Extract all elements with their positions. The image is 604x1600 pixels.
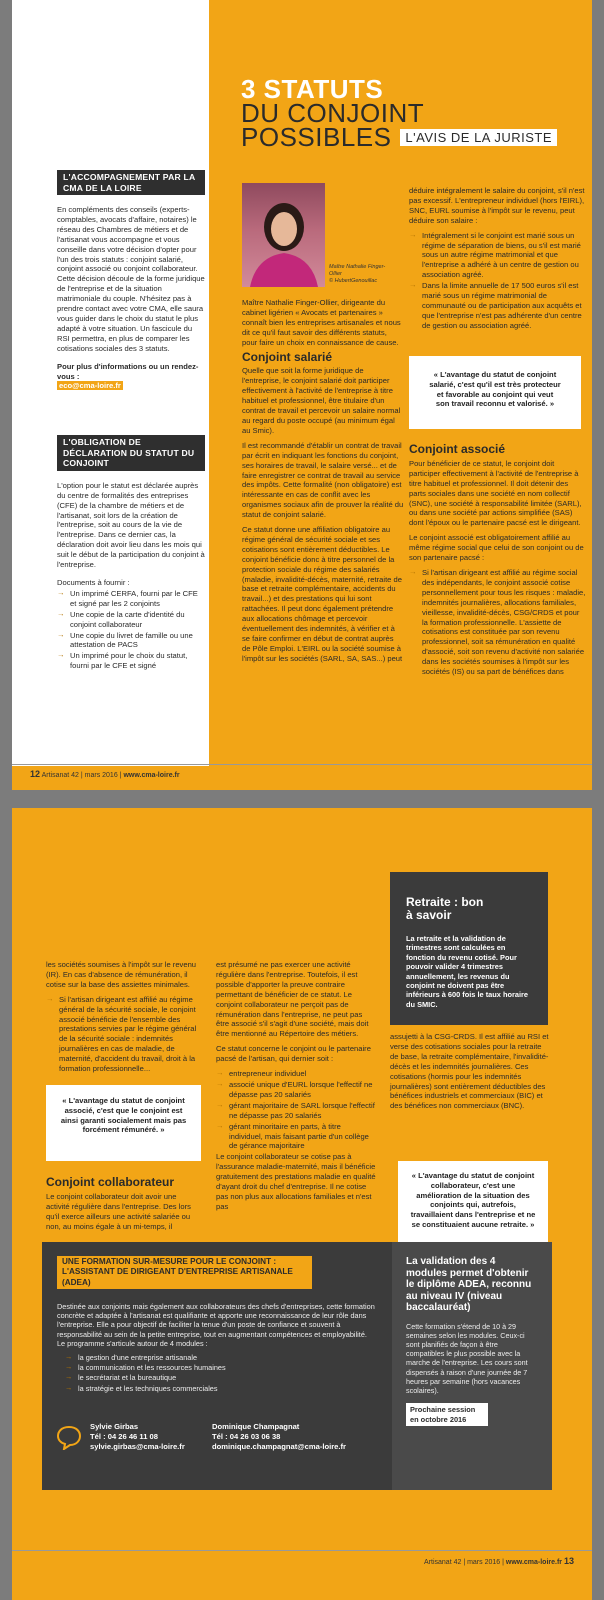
contact2-tel: Tél : 04 26 03 06 38: [212, 1431, 281, 1441]
footer-12: [30, 769, 180, 779]
salarie-paragraph-3: Ce statut donne une affiliation obligatoire au régime général de sécurité sociale et ses cotisations sont entièrement déductibles. Le conjoint bénéficie donc à titre personnel de la protection sociale du régime des salariés (maladie, invalidité-décès, maternité, retraite de base et retraite complémentaire, accidents du travail...) et des prestations qui lui sont rattachées. Il peut donc également prétendre aux allocations chômage et percevoir éventuellement des indemnités, à vérifier et à se faire confirmer en début de contrat auprès de Pôle Emploi. L'EIRL ou la société soumise à l'impôt sur les sociétés (SARL, SA, SAS...) peut: [242, 525, 403, 663]
list-item: → Si l'artisan dirigeant est affilié au régime social des indépendants, le conjoint associé cotise personnellement pour tous les risques : maladie, indemnités journalières, allocations familiales, vieillesse, invalidité-décès, CSG/CRDS et pour la formation professionnelle. L'assiette de cotisations est constituée par son revenu professionnel, soit sa rémunération en qualité d'associé, soit son revenu d'activité non salariée dans les sociétés soumises à l'impôt sur les sociétés (IS) ou sa part de bénéfices dans: [409, 568, 587, 677]
page-13: [12, 808, 592, 1600]
list-item: → Un imprimé pour le choix du statut, fourni par le CFE et signé: [57, 651, 205, 671]
footer-site[interactable]: www.cma-loire.fr: [123, 772, 180, 779]
column-2: [242, 298, 404, 669]
sidebar: [57, 170, 205, 672]
intro-paragraph: Maître Nathalie Finger-Ollier, dirigeante du cabinet ligérien « Avocats et partenaires » connaît bien les entreprises artisanales et nous dit ce qu'il faut savoir des différents statuts, pour faire un choix en connaissance de cause.: [242, 298, 401, 347]
heading-conjoint-salarie: Conjoint salarié: [242, 349, 333, 364]
email-link[interactable]: eco@cma-loire.fr: [59, 381, 121, 391]
p13-col3-paragraph: assujetti à la CSG-CRDS. Il est affilié au RSI et verse des cotisations sociales pour la retraite de base, la retraite complémentaire, l'invalidité-décès et les indemnités journalières. Ces cotisations (hormis pour les indemnités journalières) sont entièrement déductibles des bénéfices industriels et commerciaux (BIC) et des bénéfices non commerciaux (BNC).: [390, 1032, 549, 1111]
list-item: → gérant minoritaire en parts, à titre individuel, mais faisant partie d'un collège de gérance majoritaire: [216, 1122, 376, 1152]
p13-col2-list: [216, 1069, 376, 1151]
page-number: 13: [563, 1556, 574, 1566]
column-3-associe: [409, 442, 587, 678]
list-item: → Une copie de la carte d'identité du conjoint collaborateur: [57, 610, 205, 630]
sidebar-paragraph-2: L'option pour le statut est déclarée auprès du centre de formalités des entreprises (CFE) de la chambre de métiers et de l'artisanat, soit lors de la création de l'entreprise, soit au cours de la vie de l'entreprise. Dans ce dernier cas, la déclaration doit avoir lieu dans les mois qui suit le début de la participation du conjoint à l'entreprise.: [57, 480, 205, 570]
list-item: → la gestion d'une entreprise artisanale: [65, 1353, 375, 1362]
associe-list: [409, 568, 587, 677]
contact2-mail[interactable]: dominique.champagnat@cma-loire.fr: [212, 1441, 346, 1451]
adea-right-title: La validation des 4 modules permet d'obtenir le diplôme ADEA, reconnu au niveau IV (niveau baccalauréat): [406, 1256, 532, 1313]
retraite-box: [390, 872, 548, 1025]
p13-col1-list: [46, 995, 201, 1074]
page-12: [12, 0, 592, 790]
contact1-mail[interactable]: sylvie.girbas@cma-loire.fr: [90, 1441, 185, 1451]
adea-body: [57, 1302, 375, 1394]
contact-label: Pour plus d'informations ou un rendez-vous :: [57, 361, 199, 381]
adea-title: UNE FORMATION SUR-MESURE POUR LE CONJOINT : L'ASSISTANT DE DIRIGEANT D'ENTREPRISE ARTISANALE (ADEA): [57, 1256, 312, 1289]
caption-name: Maître Nathalie Finger-Ollier: [329, 264, 386, 277]
col3-paragraph-1: déduire intégralement le salaire du conjoint, s'il n'est pas excessif. L'entrepreneur individuel (hors l'EIRL), SNC, EURL soumise à l'impôt sur le revenu, peut déduire son salaire :: [409, 186, 585, 225]
docs-list: [57, 589, 205, 671]
sidebar-heading-obligation: L'OBLIGATION DE DÉCLARATION DU STATUT DU CONJOINT: [57, 435, 205, 471]
associe-paragraph-2: Le conjoint associé est obligatoirement affilié au même régime social que celui de son conjoint ou de son partenaire pacsé :: [409, 533, 584, 563]
portrait-figure: [242, 183, 325, 287]
contact1-tel: Tél : 04 26 46 11 08: [90, 1431, 158, 1441]
footer-13: [424, 1556, 574, 1566]
list-item: → gérant majoritaire de SARL lorsque l'effectif ne dépasse pas 20 salariés: [216, 1101, 376, 1121]
quote-associe: « L'avantage du statut de conjoint associé, c'est que le conjoint est ainsi garanti socialement mais pas forcément rémunéré. »: [46, 1085, 201, 1161]
column-3: [409, 186, 587, 332]
title-line-3: POSSIBLES: [241, 122, 392, 152]
collab-paragraph: Le conjoint collaborateur doit avoir une activité régulière dans l'entreprise. Des lors qu'il exerce ailleurs une activité salariée ou non, au moins égale à un mi-temps, il: [46, 1191, 191, 1231]
footer-text: Artisanat 42 | mars 2016 |: [424, 1559, 504, 1566]
adea-list: [65, 1353, 375, 1393]
heading-conjoint-associe: Conjoint associé: [409, 442, 506, 456]
list-item: → la communication et les ressources humaines: [65, 1363, 375, 1372]
caption-credit: © HubertGenouillac: [329, 278, 378, 284]
p13-column-3: [390, 1032, 550, 1116]
adea-text: Destinée aux conjoints mais également aux collaborateurs des chefs d'entreprises, cette formation concrète et adaptée à l'artisanat est qualifiante et apporte une reconnaissance de leur rôle dans l'entreprise. Elle a pour objectif de faciliter la tenue d'un poste de confiance et souvent à responsabilité au sein de la petite entreprise, tout en augmentant compétences et employabilité. Le programme s'articule autour de 4 modules :: [57, 1302, 375, 1348]
quote-collaborateur: « L'avantage du statut de conjoint collaborateur, c'est une amélioration de la situation des conjoints qui, autrefois, travaillaient dans l'entreprise et ne se constituaient aucune retraite. »: [398, 1161, 548, 1253]
contact2-name: Dominique Champagnat: [212, 1422, 300, 1431]
adea-box: [42, 1242, 552, 1490]
associe-paragraph-1: Pour bénéficier de ce statut, le conjoint doit participer effectivement à l'activité de l'entreprise à titre habituel et professionnel. Il doit détenir des parts sociales dans une société en nom collectif (SNC), une société à responsabilité limitée (SARL), ou dans une société par actions simplifiée (SAS) dont l'époux ou le partenaire pacsé est le dirigeant.: [409, 458, 582, 528]
contact-sylvie: [90, 1422, 210, 1452]
docs-label: Documents à fournir :: [57, 577, 130, 587]
list-item: → associé unique d'EURL lorsque l'effectif ne dépasse pas 20 salariés: [216, 1080, 376, 1100]
portrait-photo: [242, 183, 325, 287]
p13-col2-paragraph-1: est présumé ne pas exercer une activité régulière dans l'entreprise. Toutefois, il est possible d'apporter la preuve contraire permettant de bénéficier de ce statut. Le conjoint collaborateur ne perçoit pas de rémunération dans l'entreprise, ne peut pas être associé s'il s'agit d'une société, mais doit être mentionné au Répertoire des métiers.: [216, 960, 369, 1039]
heading-conjoint-collaborateur: Conjoint collaborateur: [46, 1175, 175, 1189]
sidebar-heading-accompagnement: L'ACCOMPAGNEMENT PAR LA CMA DE LA LOIRE: [57, 170, 205, 195]
list-item: → entrepreneur individuel: [216, 1069, 376, 1079]
list-item: → le secrétariat et la bureautique: [65, 1373, 375, 1382]
title-line-1: 3 STATUTS: [241, 74, 384, 104]
quote-salarie: « L'avantage du statut de conjoint salarié, c'est qu'il est très protecteur et favorable au conjoint qui veut son travail reconnu et valorisé. »: [409, 356, 581, 429]
p13-col1-paragraph: les sociétés soumises à l'impôt sur le revenu (IR). En cas d'absence de rémunération, il cotise sur la base des assiettes minimales.: [46, 960, 197, 989]
p13-col2-paragraph-3: Le conjoint collaborateur se cotise pas à l'assurance maladie-maternité, mais il bénéficie gratuitement des prestations maladie en qualité d'ayant droit du chef d'entreprise. Il ne cotise pas non plus aux allocations familiales et n'est pas: [216, 1152, 376, 1211]
footer-text: Artisanat 42 | mars 2016 |: [41, 772, 122, 779]
p13-column-1: [46, 960, 201, 1075]
list-item: → Une copie du livret de famille ou une attestation de PACS: [57, 631, 205, 651]
list-item: → Intégralement si le conjoint est marié sous un régime de séparation de biens, ou s'il est marié sous un autre régime matrimonial et que l'entreprise a adhéré à un centre de gestion ou association agréé.: [409, 231, 587, 281]
contact1-name: Sylvie Girbas: [90, 1422, 139, 1431]
sidebar-paragraph-1: En compléments des conseils (experts-comptables, avocats d'affaire, notaires) le réseau des Chambres de métiers et de l'artisanat vous accompagne et vous conseille dans votre décision d'opter pour l'un des trois statuts : conjoint salarié, conjoint associé ou conjoint collaborateur. Cette décision découle de la forme juridique de l'entreprise et de la situation matrimoniale du couple. N'hésitez pas à prendre contact avec votre CMA, elle saura vous guider dans le choix du statut le plus adapté à votre situation. Un fascicule du RSI permettra, en plus de comparer les cotisations sociales des 3 statuts.: [57, 205, 205, 353]
footer-rule: [12, 1550, 592, 1551]
retraite-title: Retraite : bon à savoir: [406, 895, 484, 922]
footer-rule: [12, 764, 592, 765]
contact-dominique: [212, 1422, 372, 1452]
list-item: → la stratégie et les techniques commerciales: [65, 1384, 375, 1393]
photo-caption: [329, 264, 389, 285]
adea-right-text: Cette formation s'étend de 10 à 29 semaines selon les modules. Ceux-ci sont planifiés de façon à être compatibles le plus possible avec la marche de l'entreprise. Les cours sont dispensés à raison d'une journée de 7 heures par semaine (hors vacances scolaires).: [406, 1321, 528, 1395]
p13-column-2: [216, 960, 376, 1217]
salarie-paragraph-1: Quelle que soit la forme juridique de l'entreprise, le conjoint salarié doit participer effectivement à l'activité de l'entreprise à titre habituel et professionnel, être titulaire d'un contrat de travail et percevoir un salaire normal au regard du poste occupé (au minimum égal au Smic).: [242, 366, 401, 435]
list-item: → Si l'artisan dirigeant est affilié au régime général de la sécurité sociale, le conjoint associé bénéficie de l'ensemble des prestations servies par le régime général de la sécurité sociale : indemnités journalières en cas de maladie, de maternité, d'accident du travail, droit à la formation professionnelle...: [46, 995, 201, 1074]
p13-collab: [46, 1175, 201, 1237]
article-title: [241, 74, 557, 154]
page-number: 12: [30, 769, 41, 779]
session-badge: Prochaine session en octobre 2016: [406, 1403, 488, 1426]
retraite-text: La retraite et la validation de trimestres sont calculées en fonction du revenu cotisé. Pour pouvoir valider 4 trimestres annuellement, les revenus du conjoint ne doivent pas être inférieurs à 600 fois le taux horaire du SMIC.: [406, 934, 528, 1009]
title-line-2: DU CONJOINT: [241, 98, 425, 128]
salarie-paragraph-2: Il est recommandé d'établir un contrat de travail par écrit en indiquant les fonctions du conjoint, ses horaires de travail, le salaire versé... et de faire enregistrer ce contrat de travail au service des impôts. Cette formalité (non obligatoire) est intéressante en cas de conflit avec les organismes sociaux afin de prouver la réalité du statut de conjoint salarié.: [242, 440, 404, 520]
adea-right-panel: [392, 1242, 552, 1490]
p13-col2-paragraph-2: Ce statut concerne le conjoint ou le partenaire pacsé de l'artisan, qui dernier soit :: [216, 1044, 371, 1064]
jurist-tag: L'AVIS DE LA JURISTE: [400, 129, 557, 146]
speech-bubble-icon: [56, 1424, 82, 1450]
list-item: → Un imprimé CERFA, fourni par le CFE et signé par les 2 conjoints: [57, 589, 205, 609]
col3-list: [409, 231, 587, 331]
list-item: → Dans la limite annuelle de 17 500 euros s'il est marié sous un régime matrimonial de communauté ou de participation aux acquêts et que l'entreprise n'est pas adhérente d'un centre de gestion ou association agréé.: [409, 281, 587, 331]
footer-site[interactable]: www.cma-loire.fr: [505, 1559, 563, 1566]
